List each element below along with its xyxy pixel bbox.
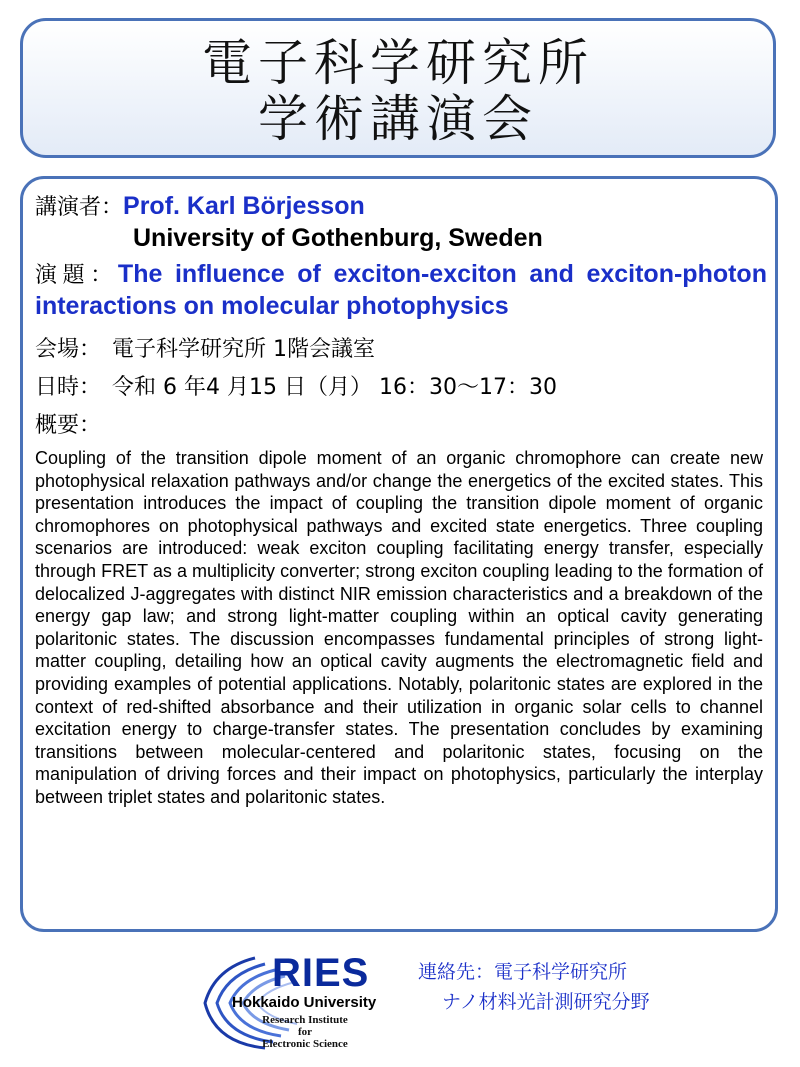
institute-name xyxy=(240,1014,370,1050)
venue-label: 会場： xyxy=(35,337,102,362)
details-panel xyxy=(20,176,778,932)
ries-logo-text: RIES xyxy=(272,951,370,995)
institute-line-1: Research Institute xyxy=(262,1014,348,1026)
speaker-row xyxy=(35,191,767,253)
title-line-2: 学術講演会 xyxy=(258,90,538,148)
datetime-row xyxy=(35,369,767,407)
abstract-label-row xyxy=(35,407,767,445)
talk-title xyxy=(35,259,767,321)
abstract-label: 概要： xyxy=(35,413,102,438)
venue-value: 電子科学研究所 1階会議室 xyxy=(112,337,376,362)
title-line-1: 電子科学研究所 xyxy=(202,34,594,92)
speaker-affiliation: University of Gothenburg, Sweden xyxy=(133,224,543,252)
institute-line-2: for xyxy=(297,1026,313,1038)
datetime-label: 日時： xyxy=(35,375,102,400)
contact-info xyxy=(418,957,650,1017)
title-banner xyxy=(20,18,776,158)
abstract-text: Coupling of the transition dipole moment of an organic chromophore can create new photophysical relaxation pathways and/or change the energetics of the excited states. This presentation introduces the impact of coupling the transition dipole moment of organic chromophores on photophysical pathways and excited state energetics. Three coupling scenarios are introduced: weak exciton coupling facilitating energy transfer, especially through FRET as a multiplicity converter; strong exciton coupling leading to the formation of delocalized J-aggregates with distinct NIR emission characteristics and a breakdown of the energy gap law; and strong light-matter coupling within an optical cavity generating polaritonic states. The discussion encompasses fundamental principles of strong light-matter coupling, detailing how an optical cavity augments the electromagnetic field and providing examples of potential applications. Notably, polaritonic states are explored in the context of red-shifted absorbance and their utilization in organic solar cells to channel excitation energy to charge-transfer states. The presentation concludes by examining transitions between molecular-centered and polaritonic states, focusing on the manipulation of driving forces and their impact on photophysics, particularly the interplay between triplet states and polaritonic states. xyxy=(35,448,763,807)
university-name: Hokkaido University xyxy=(232,994,377,1011)
talk-title-text: The influence of exciton-exciton and exciton-photon interactions on molecular photophysics xyxy=(35,260,767,320)
datetime-value: 令和 6 年4 月15 日（月） 16：30～17：30 xyxy=(112,375,557,400)
talk-title-row xyxy=(35,259,767,321)
contact-line-2: ナノ材料光計測研究分野 xyxy=(442,991,650,1013)
contact-line-1: 連絡先：電子科学研究所 xyxy=(418,961,628,983)
venue-row xyxy=(35,331,767,369)
institute-line-3: Electronic Science xyxy=(262,1038,348,1050)
speaker-label: 講演者： xyxy=(35,195,124,220)
speaker-name: Prof. Karl Börjesson xyxy=(123,192,365,220)
talk-label: 演題： xyxy=(35,263,118,288)
